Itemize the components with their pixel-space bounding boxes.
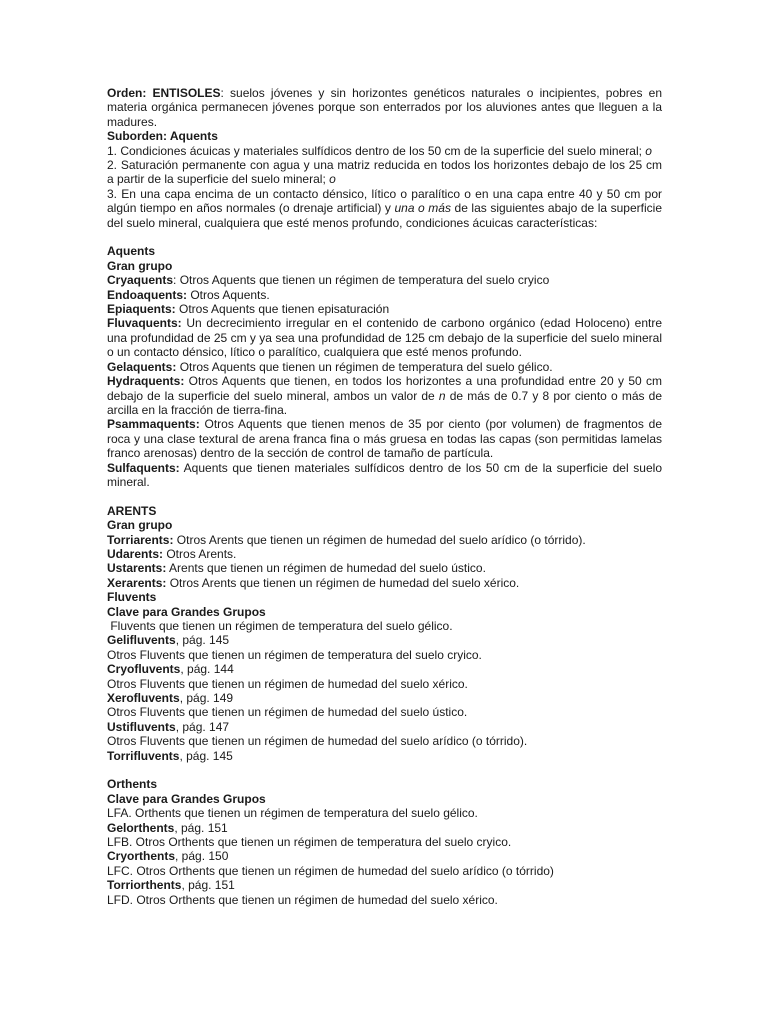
key-description: Otros Fluvents que tienen un régimen de humedad del suelo arídico (o tórrido). [107,734,528,749]
key-description: LFA. Orthents que tienen un régimen de temperatura del suelo gélico. [107,806,478,821]
orthents-subheading: Clave para Grandes Grupos [107,791,266,806]
orden-text: : suelos jóvenes y sin horizontes genéticos naturales o incipientes, pobres en materia orgánica permanecen jóvenes porque son enterrados por los aluviones antes que lleguen a la madures. [107,86,662,129]
key-result: Cryorthents, pág. 150 [107,849,229,864]
key-result: Gelorthents, pág. 151 [107,820,228,835]
great-group-entry: Gelaquents: Otros Aquents que tienen un régimen de temperatura del suelo gélico. [107,359,553,374]
great-group-entry: Hydraquents: Otros Aquents que tienen, en todos los horizontes a una profundidad entre 20 y 50 cm debajo de la superficie del suelo mineral, ambos un valor de n de más de 0.7 y 8 por ciento o más de arcilla en la fracción de tierra-fina. [107,374,662,417]
fluvents-heading: Fluvents [107,590,157,605]
key-description: Otros Fluvents que tienen un régimen de humedad del suelo ústico. [107,705,468,720]
great-group-entry: Psammaquents: Otros Aquents que tienen menos de 35 por ciento (por volumen) de fragmentos de roca y una clase textural de arena franca fina o más gruesa en todas las capas (son permitidas lamelas franco arenosas) dentro de la sección de control de tamaño de partícula. [107,417,662,461]
condition-3: 3. En una capa encima de un contacto dénsico, lítico o paralítico o en una capa entre 40 y 50 cm por algún tiempo en años normales (o drenaje artificial) y una o más de las siguientes abajo de la superficie del suelo mineral, cualquiera que esté menos profundo, condiciones ácuicas características: [107,186,662,230]
aquents-subheading: Gran grupo [107,258,173,273]
key-description: Otros Fluvents que tienen un régimen de temperatura del suelo cryico. [107,647,482,662]
great-group-entry: Udarents: Otros Arents. [107,546,237,561]
key-result: Torrifluvents, pág. 145 [107,748,233,763]
key-description: LFC. Otros Orthents que tienen un régimen de humedad del suelo arídico (o tórrido) [107,863,554,878]
great-group-entry: Cryaquents: Otros Aquents que tienen un régimen de temperatura del suelo cryico [107,273,550,288]
document-page [107,86,662,907]
key-description: Fluvents que tienen un régimen de temperatura del suelo gélico. [107,619,453,633]
suborden-heading: Suborden: Aquents [107,129,218,144]
aquents-heading: Aquents [107,244,155,259]
key-result: Torriorthents, pág. 151 [107,878,235,893]
key-description: LFD. Otros Orthents que tienen un régimen de humedad del suelo xérico. [107,892,498,907]
condition-1: 1. Condiciones ácuicas y materiales sulfídicos dentro de los 50 cm de la superficie del suelo mineral; o [107,143,652,158]
arents-heading: ARENTS [107,503,157,518]
key-description: Otros Fluvents que tienen un régimen de humedad del suelo xérico. [107,676,468,691]
arents-subheading: Gran grupo [107,518,173,533]
great-group-entry: Ustarents: Arents que tienen un régimen de humedad del suelo ústico. [107,561,486,576]
orden-label: Orden: ENTISOLES [107,86,221,100]
condition-2: 2. Saturación permanente con agua y una matriz reducida en todos los horizontes debajo de los 25 cm a partir de la superficie del suelo mineral; o [107,158,662,187]
key-result: Cryofluvents, pág. 144 [107,662,234,677]
key-description: LFB. Otros Orthents que tienen un régimen de temperatura del suelo cryico. [107,835,512,850]
great-group-entry: Xerarents: Otros Arents que tienen un régimen de humedad del suelo xérico. [107,575,520,590]
fluvents-subheading: Clave para Grandes Grupos [107,604,266,619]
great-group-entry: Sulfaquents: Aquents que tienen materiales sulfídicos dentro de los 50 cm de la superficie del suelo mineral. [107,460,662,489]
great-group-entry: Fluvaquents: Un decrecimiento irregular en el contenido de carbono orgánico (edad Holoceno) entre una profundidad de 25 cm y ya sea una profundidad de 125 cm debajo de la superficie del suelo mineral o un contacto dénsico, lítico o paralítico, cualquiera que esté menos profundo. [107,316,662,360]
great-group-entry: Torriarents: Otros Arents que tienen un régimen de humedad del suelo arídico (o tórrido). [107,532,586,547]
great-group-entry: Endoaquents: Otros Aquents. [107,287,270,302]
key-result: Xerofluvents, pág. 149 [107,691,234,706]
key-result: Gelifluvents, pág. 145 [107,633,230,648]
great-group-entry: Epiaquents: Otros Aquents que tienen episaturación [107,302,390,317]
orden-paragraph [107,86,662,129]
key-result: Ustifluvents, pág. 147 [107,719,230,734]
orthents-heading: Orthents [107,777,158,792]
